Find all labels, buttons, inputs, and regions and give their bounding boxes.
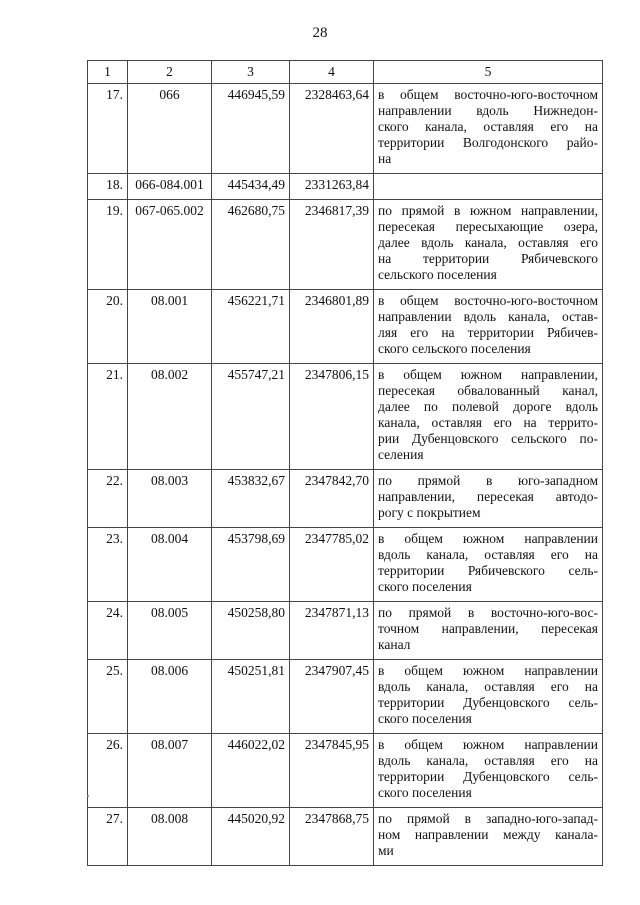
- coordinate-x: 445434,49: [212, 174, 290, 200]
- header-cell-2: 2: [128, 61, 212, 84]
- point-code: 08.001: [128, 290, 212, 364]
- coordinate-x: 462680,75: [212, 200, 290, 290]
- description-line: направлении, пересекая автодо-: [378, 489, 598, 504]
- coordinate-x: 446022,02: [212, 734, 290, 808]
- point-code: 066-084.001: [128, 174, 212, 200]
- description-line: ского поселения: [378, 579, 472, 594]
- row-number: 17.: [88, 84, 128, 174]
- description-line: ляя его на территории Рябичев-: [378, 325, 598, 340]
- boundary-description: [374, 734, 603, 808]
- coordinate-x: 446945,59: [212, 84, 290, 174]
- description-line: территории Рябичевского сель-: [378, 563, 598, 578]
- description-line: в общем южном направлении: [378, 663, 598, 678]
- coordinate-y: 2346801,89: [290, 290, 374, 364]
- coordinate-y: 2331263,84: [290, 174, 374, 200]
- coordinate-y: 2347871,13: [290, 602, 374, 660]
- description-line: вдоль канала, оставляя его на: [378, 679, 598, 694]
- description-line: канал: [378, 637, 411, 652]
- description-line: селения: [378, 447, 424, 462]
- row-number: 19.: [88, 200, 128, 290]
- point-code: 066: [128, 84, 212, 174]
- coordinate-y: 2347842,70: [290, 470, 374, 528]
- coordinate-y: 2347845,95: [290, 734, 374, 808]
- point-code: 067-065.002: [128, 200, 212, 290]
- description-line: канала, оставляя его на террито-: [378, 415, 598, 430]
- coordinate-x: 455747,21: [212, 364, 290, 470]
- description-line: пересекая пересыхающие озера,: [378, 219, 598, 234]
- description-line: рии Дубенцовского сельского по-: [378, 431, 598, 446]
- table-row: [88, 528, 603, 602]
- scan-dot: [87, 795, 89, 797]
- boundary-description: [374, 364, 603, 470]
- row-number: 18.: [88, 174, 128, 200]
- row-number: 21.: [88, 364, 128, 470]
- coordinate-x: 450258,80: [212, 602, 290, 660]
- boundary-description: [374, 84, 603, 174]
- point-code: 08.002: [128, 364, 212, 470]
- row-number: 25.: [88, 660, 128, 734]
- point-code: 08.007: [128, 734, 212, 808]
- table-row: [88, 808, 603, 866]
- description-line: направлении вдоль канала, остав-: [378, 309, 598, 324]
- coordinate-y: 2328463,64: [290, 84, 374, 174]
- table-row: [88, 470, 603, 528]
- boundary-description: [374, 200, 603, 290]
- table-row: [88, 84, 603, 174]
- table-row: [88, 290, 603, 364]
- boundary-table: [87, 60, 603, 866]
- table-body: [88, 84, 603, 866]
- description-line: в общем восточно-юго-восточном: [378, 87, 598, 102]
- coordinate-y: 2346817,39: [290, 200, 374, 290]
- point-code: 08.003: [128, 470, 212, 528]
- coordinate-y: 2347806,15: [290, 364, 374, 470]
- row-number: 27.: [88, 808, 128, 866]
- description-line: вдоль канала, оставляя его на: [378, 753, 598, 768]
- description-line: в общем восточно-юго-восточном: [378, 293, 598, 308]
- description-line: на территории Рябичевского: [378, 251, 598, 266]
- point-code: 08.004: [128, 528, 212, 602]
- boundary-description: [374, 470, 603, 528]
- coordinate-x: 445020,92: [212, 808, 290, 866]
- coordinate-y: 2347868,75: [290, 808, 374, 866]
- description-line: ского канала, оставляя его на: [378, 119, 598, 134]
- coordinate-x: 450251,81: [212, 660, 290, 734]
- coordinate-x: 453798,69: [212, 528, 290, 602]
- row-number: 23.: [88, 528, 128, 602]
- description-line: ном направлении между канала-: [378, 827, 598, 842]
- boundary-description: [374, 660, 603, 734]
- description-line: территории Дубенцовского сель-: [378, 695, 598, 710]
- table-row: [88, 174, 603, 200]
- description-line: в общем южном направлении: [378, 531, 598, 546]
- boundary-description: [374, 528, 603, 602]
- header-cell-4: 4: [290, 61, 374, 84]
- description-line: далее по полевой дороге вдоль: [378, 399, 598, 414]
- coordinate-x: 453832,67: [212, 470, 290, 528]
- description-line: направлении вдоль Нижнедон-: [378, 103, 598, 118]
- description-line: по прямой в западно-юго-запад-: [378, 811, 598, 826]
- description-line: территории Дубенцовского сель-: [378, 769, 598, 784]
- description-line: далее вдоль канала, оставляя его: [378, 235, 598, 250]
- description-line: пересекая обвалованный канал,: [378, 383, 598, 398]
- description-line: ского поселения: [378, 711, 472, 726]
- description-line: территории Волгодонского райо-: [378, 135, 598, 150]
- description-line: по прямой в восточно-юго-вос-: [378, 605, 598, 620]
- table-row: [88, 734, 603, 808]
- description-line: ского поселения: [378, 785, 472, 800]
- row-number: 24.: [88, 602, 128, 660]
- table-row: [88, 660, 603, 734]
- table-row: [88, 602, 603, 660]
- header-cell-5: 5: [374, 61, 603, 84]
- coordinate-y: 2347907,45: [290, 660, 374, 734]
- description-line: на: [378, 151, 392, 166]
- point-code: 08.008: [128, 808, 212, 866]
- boundary-description: [374, 602, 603, 660]
- description-line: ского сельского поселения: [378, 341, 531, 356]
- coordinate-y: 2347785,02: [290, 528, 374, 602]
- description-line: в общем южном направлении: [378, 737, 598, 752]
- description-line: сельского поселения: [378, 267, 497, 282]
- page-number: 28: [312, 25, 328, 41]
- header-cell-1: 1: [88, 61, 128, 84]
- point-code: 08.006: [128, 660, 212, 734]
- description-line: точном направлении, пересекая: [378, 621, 598, 636]
- description-line: по прямой в юго-западном: [378, 473, 598, 488]
- description-line: рогу с покрытием: [378, 505, 481, 520]
- point-code: 08.005: [128, 602, 212, 660]
- coordinate-x: 456221,71: [212, 290, 290, 364]
- header-cell-3: 3: [212, 61, 290, 84]
- row-number: 22.: [88, 470, 128, 528]
- description-line: по прямой в южном направлении,: [378, 203, 598, 218]
- boundary-description: [374, 808, 603, 866]
- boundary-description: [374, 174, 603, 200]
- description-line: в общем южном направлении,: [378, 367, 598, 382]
- table-row: [88, 200, 603, 290]
- description-line: вдоль канала, оставляя его на: [378, 547, 598, 562]
- row-number: 20.: [88, 290, 128, 364]
- table-header-row: [88, 61, 603, 84]
- table-row: [88, 364, 603, 470]
- row-number: 26.: [88, 734, 128, 808]
- boundary-description: [374, 290, 603, 364]
- description-line: ми: [378, 843, 394, 858]
